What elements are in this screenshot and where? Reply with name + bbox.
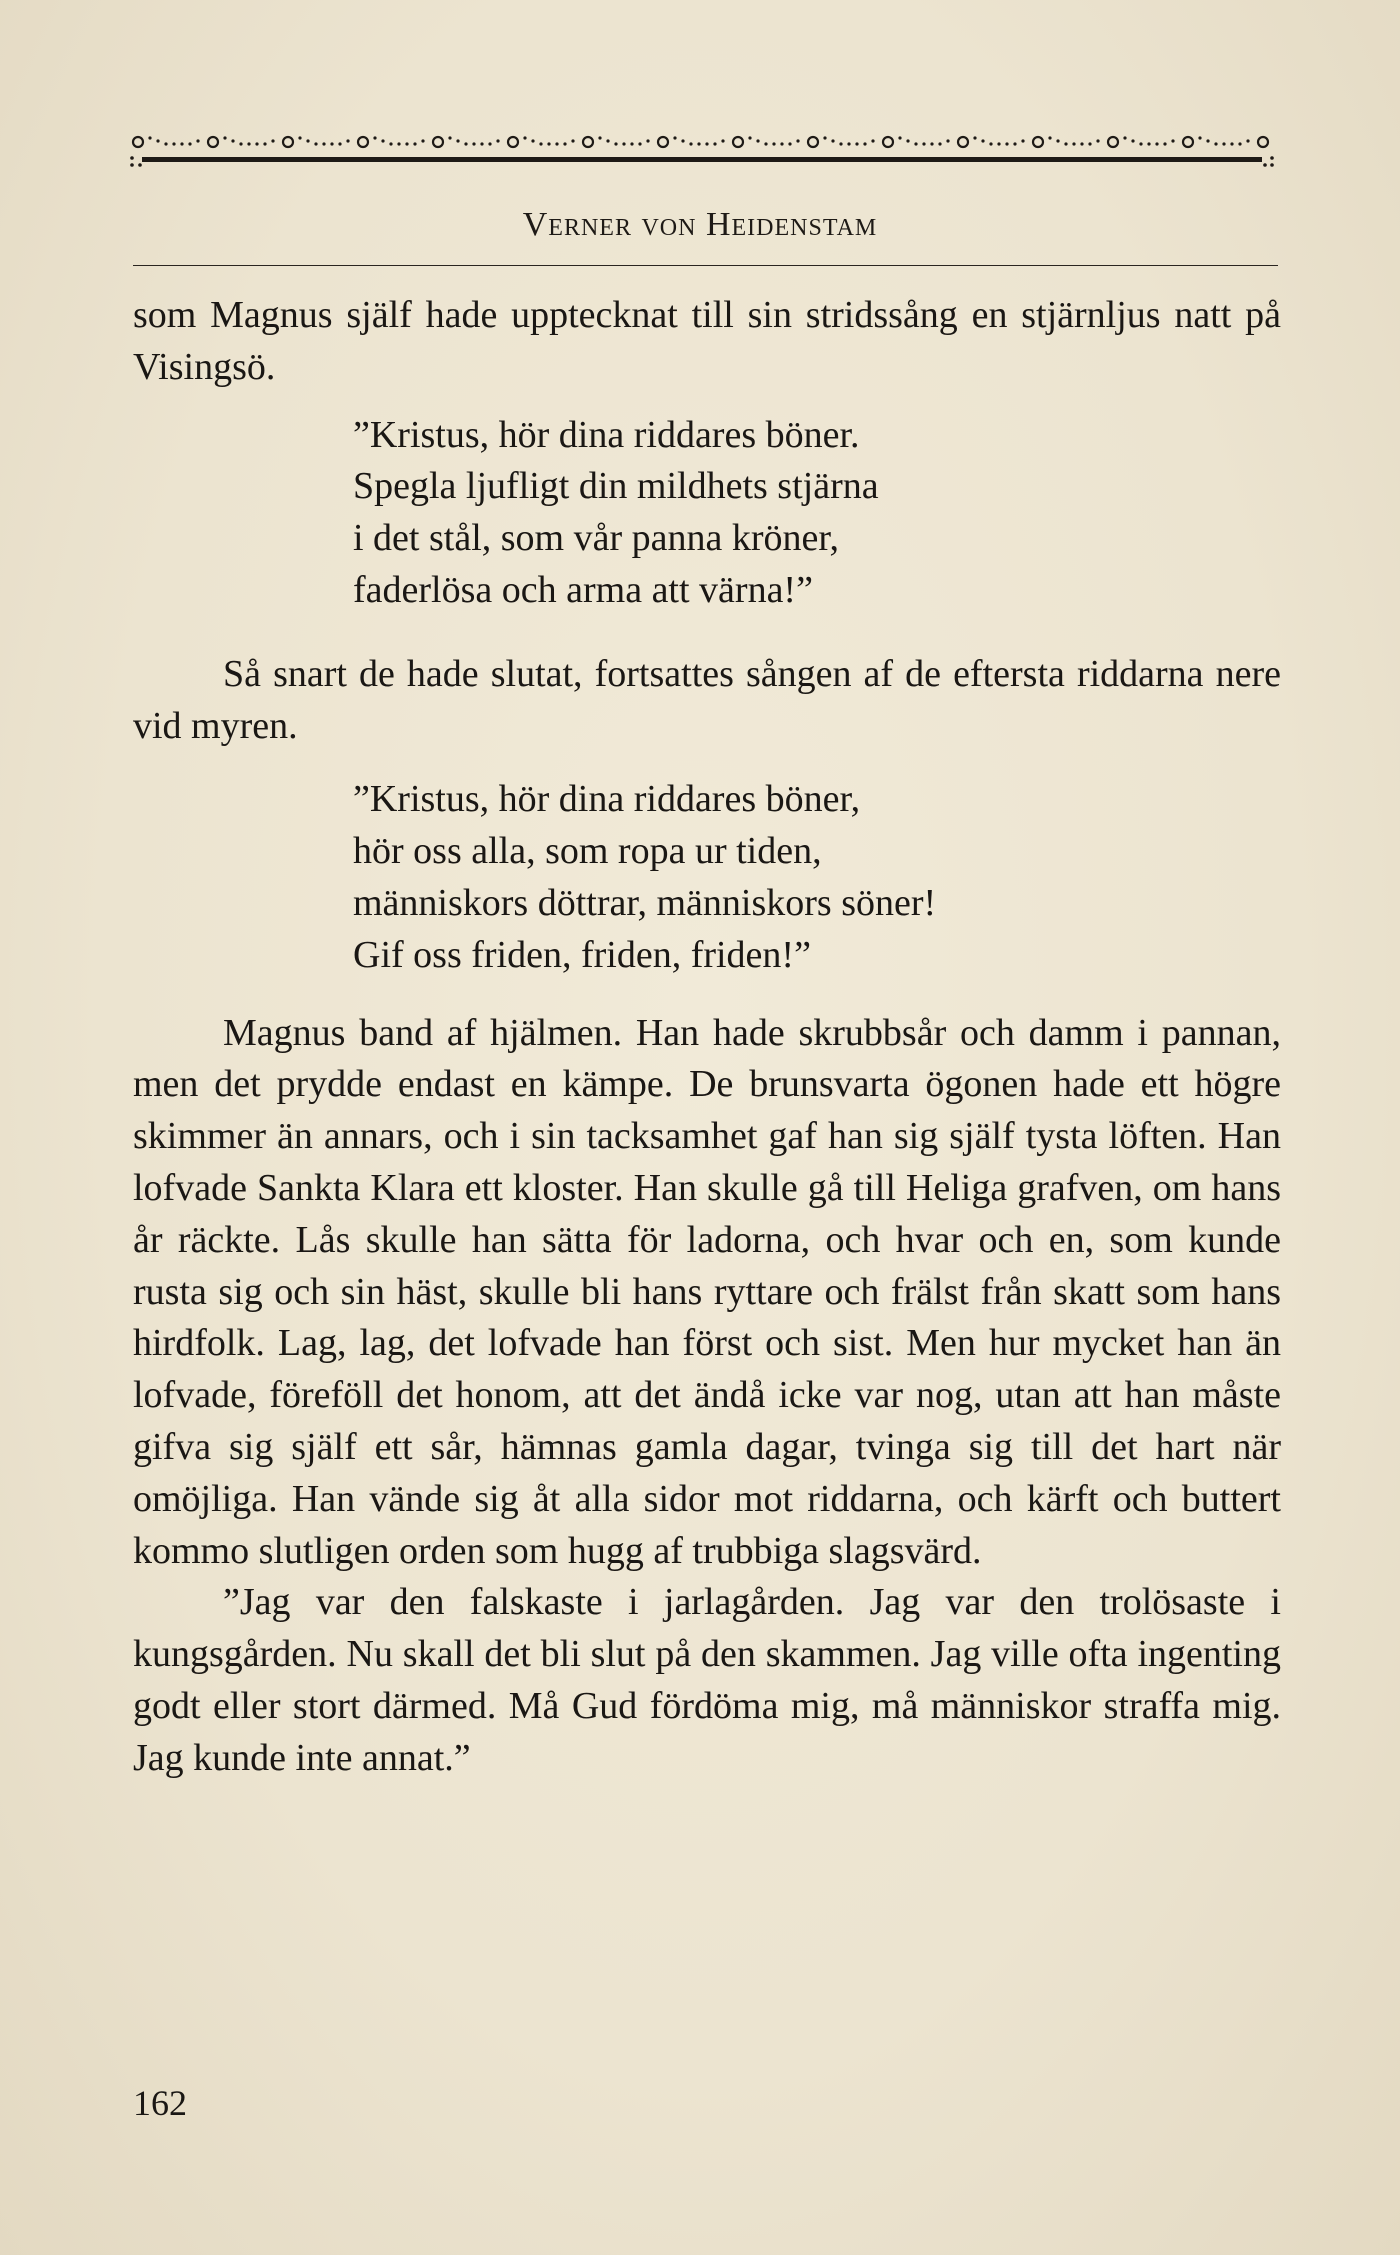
verse-2-line-4: Gif oss friden, friden, friden!” <box>353 933 811 976</box>
verse-1 <box>133 410 1281 617</box>
verse-1-line-1: ”Kristus, hör dina riddares böner. <box>353 413 860 456</box>
paragraph-4: ”Jag var den falskaste i jarlagården. Jag var den trolösaste i kungsgården. Nu skall det bli slut på den skammen. Jag ville ofta ingenting godt eller stort därmed. Må Gud fördöma mig, må människor straffa mig. Jag kunde inte annat.” <box>133 1581 1281 1779</box>
verse-1-line-4: faderlösa och arma att värna!” <box>353 568 813 611</box>
header-rule <box>133 265 1278 266</box>
verse-2-line-2: hör oss alla, som ropa ur tiden, <box>353 830 822 873</box>
running-head: Verner von Heidenstam <box>522 206 878 243</box>
paragraph-2: Så snart de hade slutat, fortsattes sången af de eftersta riddarna nere vid myren. <box>133 652 1281 747</box>
verse-1-line-2: Spegla ljufligt din mildhets stjärna <box>353 465 879 508</box>
verse-2 <box>133 774 1281 981</box>
page-number: 162 <box>133 2083 187 2123</box>
ornamental-border <box>128 132 1278 192</box>
page-body <box>133 290 1281 1785</box>
verse-1-line-3: i det stål, som vår panna kröner, <box>353 517 840 560</box>
paragraph-1: som Magnus själf hade upptecknat till sin stridssång en stjärnljus natt på Visingsö. <box>133 294 1281 388</box>
verse-2-line-3: människors döttrar, människors söner! <box>353 881 937 924</box>
verse-2-line-1: ”Kristus, hör dina riddares böner, <box>353 778 861 821</box>
paragraph-3: Magnus band af hjälmen. Han hade skrubbsår och damm i pannan, men det prydde endast en kämpe. De brunsvarta ögonen hade ett högre skimmer än annars, och i sin tacksamhet gaf han sig själf tysta löften. Han lofvade Sankta Klara ett kloster. Han skulle gå till Heliga grafven, om hans år räckte. Lås skulle han sätta för ladorna, och hvar och en, som kunde rusta sig och sin häst, skulle bli hans ryttare och frälst från skatt som hans hirdfolk. Lag, lag, det lofvade han först och sist. Men hur mycket han än lofvade, föreföll det honom, att det ändå icke var nog, utan att han måste gifva sig själf ett sår, hämnas gamla dagar, tvinga sig till det hart när omöjliga. Han vände sig åt alla sidor mot riddarna, och kärft och buttert kommo slutligen orden som hugg af trubbiga slagsvärd. <box>133 1011 1281 1572</box>
